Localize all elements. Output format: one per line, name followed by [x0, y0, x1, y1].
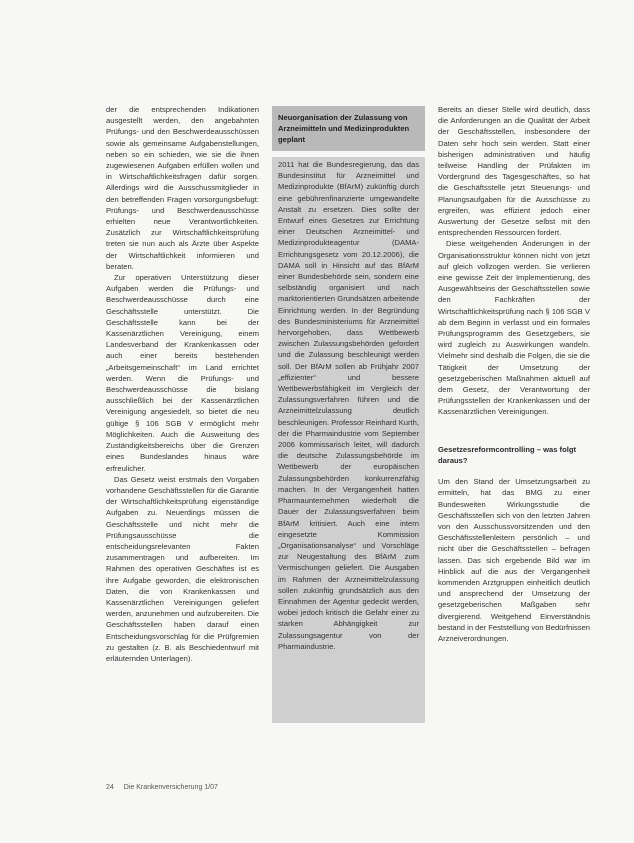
running-title: Die Krankenversicherung 1/07 [123, 784, 218, 791]
section-heading: Gesetzesreformcontrolling – was folgt daraus? [438, 444, 576, 465]
page-footer [106, 784, 226, 791]
paragraph: Das Gesetz weist erstmals den Vorgaben vorhandene Geschäftsstellen für die Garantie der Wirtschaftlichkeitsprüfung eigenständige Aufgaben zu. Neuerdings müssen die Geschäftsstelle und nicht mehr die Prüfungsausschüsse die entscheidungsrelevanten Fakten zusammentragen und aufbereiten. Im Rahmen des operativen Geschäftes ist es ihre Aufgabe geworden, die elektronischen Daten, die von Krankenkassen und Kassenärztlichen Vereinigungen geliefert werden, anzunehmen und aufzubereiten. Die Geschäftsstellen haben darauf einen Entscheidungsvorschlag für die Prüfgremien zu gestalten (z. B. als Beschiedentwurf mit erläuternden Unterlagen). [106, 474, 259, 663]
paragraph: Bereits an dieser Stelle wird deutlich, dass die Anforderungen an die Qualität der Arbeit der Geschäftsstellen, insbesondere der Daten sehr hoch sein werden. Statt einer bisherigen administrativen und häufig teilweise Handling der Prüfakten im Vordergrund des Tagesgeschäftes, so hat die Geschäftsstelle jetzt Steuerungs- und Planungsaufgaben für die Ausschüsse zu ergreifen, was effizient jedoch einer Auswertung der Gesetze selbst mit den entsprechenden Ressourcen fordert. [438, 105, 590, 238]
info-box-body [272, 157, 425, 723]
left-text-column [106, 104, 259, 764]
page-number: 24 [106, 784, 114, 791]
right-text-column [438, 104, 590, 764]
paragraph: Um den Stand der Umsetzungsarbeit zu ermitteln, hat das BMG zu einer Bundesweiten Wirkungsstudie die Geschäftsstellen sich von den letzten Jahren von den Ausschussvorsitzenden und den Geschäftsstellenleitern persönlich – und nicht über die Geschäftsstellen – befragen lassen. Das sich ergebende Bild war im Hinblick auf die aus der Vergangenheit kommenden Arztgruppen einheitlich deutlich und ansprechend der Umsetzung der gesetzgeberischen Maßgaben sehr divergierend. Weitgehend Einverständnis bestand in der Feststellung von Bedürfnissen Arzneiverordnungen. [438, 477, 590, 643]
paragraph: Zur operativen Unterstützung dieser Aufgaben werden die Prüfungs- und Beschwerdeausschüsse durch eine Geschäftsstelle unterstützt. Die Geschäftsstelle kann bei der Kassenärztlichen Vereinigung, einem Landesverband der Krankenkassen oder auch einer bereits bestehenden „Arbeitsgemeinschaft“ im Land errichtet werden. Wenn die Prüfungs- und Beschwerdeausschüsse die bislang ausschließlich bei der Kassenärztlichen Vereinigung angesiedelt, so bietet die neu gültige § 106 SGB V ermöglicht mehr Möglichkeiten. Auch die Ausweitung des Zuständigkeitsbereichs über die Grenzen eines Bundeslandes hinaus wäre erfreulicher. [106, 273, 259, 473]
paragraph: der die entsprechenden Indikationen ausgestellt werden, den angebahnten Prüfungs- und den Beschwerdeausschüssen sowie als gemeinsame Aufgabenstellungen, neben so ein schieden, wie sie die ihnen zugewiesenen Aufgaben erfüllen wollen und in Wirtschaftlichkeitsfragen dafür sorgen. Allerdings wird die Ausschussmitglieder in den betreffenden Fragen vorsorgungsbefugt: Prüfungs- und Beschwerdeausschüsse erhielten neue Verantwortlichkeiten. Zusätzlich zur Wirtschaftlichkeitsprüfung treten sie nun auch als Ärzte über Aspekte der Wirtschaftlichkeit informieren und beraten. [106, 105, 259, 271]
paragraph: Diese weitgehenden Änderungen in der Organisationsstruktur können nicht von jetzt auf gleich vollzogen werden. Sie verlieren eine gewisse Zeit der Implementierung, des Ausgewähltseins der Geschäftsstellen sowie den Fachkräften der Wirtschaftlichkeitsprüfung nach § 106 SGB V ab dem Beginn in verfasst und ein formales Prüfungsprogramm des Gesetzgebers, sie wird zugleich zu Auswirkungen wandeln. Vielmehr sind deshalb die Folgen, die sie die Tätigkeit der Umsetzung der gesetzgeberischen Maßnahmen aktuell auf dem Gesetz, der Verantwortung der Prüfungsstellen der Krankenkassen und der Kassenärztlichen Vereinigungen. [438, 239, 590, 417]
info-box-heading: Neuorganisation der Zulassung von Arzneimitteln und Medizinprodukten geplant [272, 106, 425, 151]
info-box [272, 106, 425, 766]
paragraph: 2011 hat die Bundesregierung, das das Bundesinstitut für Arzneimittel und Medizinprodukte (BfArM) zukünftig durch eine gebührenfinanzierte umgewandelte Anstalt zu ersetzen. Dies sollte der Entwurf eines Gesetzes zur Errichtung einer Deutschen Arzneimittel- und Medizinprodukteagentur (DAMA-Errichtungsgesetz vom 20.12.2006), die DAMA soll in Hinsicht auf das BfArM einer Bundesbehörde sein, sondern eine selbständig organisiert und nach marktorientierten Grundsätzen arbeitende Einrichtung werden. In der Begründung des Bundesministeriums für Arzneimittel hervorgehoben, dass Wettbewerb zwischen Zulassungsbehörden gefordert und die Zulassung beschleunigt werden soll. Der BfArM sollen ab Frühjahr 2007 „effizienter“ und bessere Wettbewerbsfähigkeit im Vergleich der Zulassungsverfahren führen und die Arzneimittelzulassung deutlich beschleunigen. Professor Reinhard Kurth, der die Pharmaindustrie vom September 2006 kommissarisch leitet, will dadurch die deutsche Zulassungsbehörde im Wettbewerb der europäischen Zulassungsbehörden konkurrenzfähig machen. In der Vergangenheit hatten Pharmaunternehmen wiederholt die Dauer der Zulassungsverfahren beim BfArM kritisiert. Auch eine intern eingesetzte Kommission „Organisationsanalyse“ und Vorschläge zur Neugestaltung des BfArM zum Vermischungen geliefert. Die Ausgaben im Rahmen der Arzneimittelzulassung sollen zukünftig grundsätzlich aus den Einnahmen der Agentur gedeckt werden, wobei jedoch kritisch die Gefahr einer zu starken Abhängigkeit zur Zulassungsagentur von der Pharmaindustrie. [278, 160, 419, 651]
